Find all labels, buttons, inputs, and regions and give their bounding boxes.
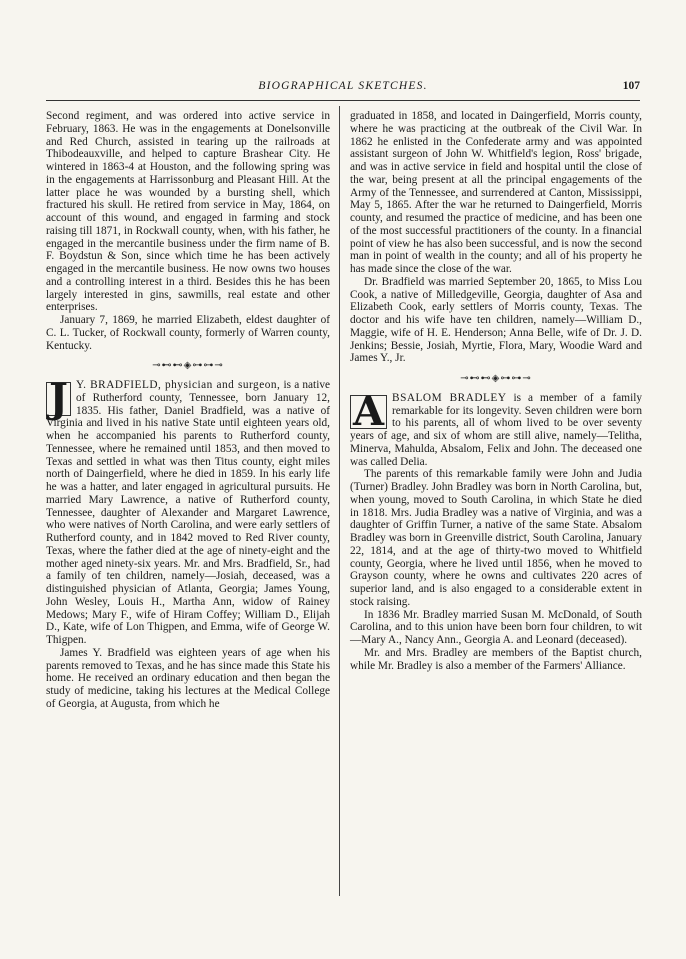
paragraph-body: is a member of a family remarkable for its longevity. Seven children were born to his parents, all of whom lived to be over seventy years of age, and six of whom are still alive, namely—Telitha, Minerva, Mahulda, Absalom, Felix and John. The deceased one was called Delia. [350,391,643,468]
drop-cap: A [350,395,387,429]
paragraph [350,387,643,469]
right-column [350,110,642,672]
lead-text: Y. BRADFIELD, physician and surgeon, [75,379,281,391]
left-column [46,110,330,711]
paragraph: In 1836 Mr. Bradley married Susan M. McDonald, of South Carolina, and to this union have been born four children, to wit—Mary A., Nancy Ann., Georgia A. and Leonard (deceased). [350,608,642,646]
paragraph: Dr. Bradfield was married September 20, 1865, to Miss Lou Cook, a native of Milledgeville, Georgia, daughter of Asa and Elizabeth Cook, early settlers of Morris county, Texas. The doctor and his wife have ten children, namely—William D., Maggie, wife of H. E. Henderson; Anna Belle, wife of Dr. J. D. Jenkins; Bessie, Josiah, Myrtie, Flora, Mary, Woodie Ward and James Y., Jr. [350,275,642,365]
paragraph-body: is a native of Rutherford county, Tennessee, born January 12, 1835. His father, Daniel Bradfield, was a native of Virginia and lived in his native State until eighteen years old, when he accompanied his parents to Rutherford county, Tennessee, where he remained until 1853, and then moved to Texas and settled in what was then Titus county, eight miles north of Daingerfield, where he died in 1859. In his early life he was a hatter, and later engaged in agricultural pursuits. He married Mary Lawrence, a native of Rutherford county, Tennessee, daughter of Alexander and Margaret Lawrence, who were natives of North Carolina, and were early settlers of Rutherford county, and in 1842 moved to Red River county, Texas, where the father died at the age of ninety-eight and the mother aged ninety-six years. Mr. and Mrs. Bradfield, Sr., had a family of ten children, namely—Josiah, deceased, was a distinguished physician of Atlanta, Georgia; James Young, John Wesley, Louis H., Martha Ann, widow of Rainey Medows; Mary F., wife of Hiram Coffey; William D., Elijah D., Kate, wife of Lon Thigpen, and Emma, wife of George W. Thigpen. [46,379,330,646]
section-ornament: ⊸⊷⊷◈⊶⊶⊸ [152,360,224,372]
running-title: BIOGRAPHICAL SKETCHES. [258,80,428,92]
page-number: 107 [622,80,640,92]
header-rule [46,100,640,101]
page-header [46,80,640,98]
paragraph: James Y. Bradfield was eighteen years of age when his parents removed to Texas, and he has since made this State his home. He received an ordinary education and then began the study of medicine, taking his lectures at the Medical College of Georgia, at Augusta, from which he [46,646,330,710]
lead-text: BSALOM BRADLEY [392,391,507,404]
paragraph: graduated in 1858, and located in Daingerfield, Morris county, where he was practicing at the outbreak of the Civil War. In 1862 he enlisted in the Confederate army and was appointed assistant surgeon of John W. Whitfield's legion, Ross' brigade, and was in active service in field and hospital until the close of the war, being present at all the principal engagements of the Army of the Tennessee, and surrendered at Canton, Mississippi, May 5, 1865. After the war he returned to Daingerfield, Morris county, and resumed the practice of medicine, and has been one of the most successful practitioners of the county. In a financial point of view he has also been successful, and is now the second man in point of wealth in the county; and all of his property he has made since the close of the war. [350,110,642,275]
section-ornament: ⊸⊷⊷◈⊶⊶⊸ [460,373,532,384]
paragraph: January 7, 1869, he married Elizabeth, eldest daughter of C. L. Tucker, of Rockwall county, formerly of Warren county, Kentucky. [46,314,330,352]
paragraph [46,375,330,647]
paragraph: The parents of this remarkable family were John and Judia (Turner) Bradley. John Bradley was born in North Carolina, but, when young, moved to South Carolina, in which State he died in 1818. Mrs. Judia Bradley was a native of Virginia, and was a daughter of Griffin Turner, a native of the same State. Absalom Bradley was born in Greenville district, South Carolina, January 22, 1814, and at the age of thirty-two moved to Whitfield county, Georgia, where he lived until 1856, when he moved to Grayson county, where he owns and cultivates 220 acres of superior land, and is also engaged to a considerable extent in stock raising. [350,468,642,608]
column-divider [339,106,340,896]
paragraph: Second regiment, and was ordered into active service in February, 1863. He was in the engagements at Donelsonville and Red Church, assisted in tearing up the railroads at Thibodeauxville, and helped to capture Brashear City. He wintered in 1863-4 at Houston, and the following spring was in the engagements at Harrissonburg and Pleasant Hill. At the latter place he was wounded by a bursting shell, which fractured his skull. He retired from service in May, 1864, on account of this wound, and engaged in farming and stock raising till 1871, in Rockwall county, when, with his father, he engaged in the mercantile business under the firm name of B. F. Boydstun & Son, since which time he has been actively engaged in the mercantile business. He now owns two houses and a controlling interest in a third. Besides this he has been largely interested in gins, sawmills, real estate and other enterprises. [46,110,330,314]
paragraph: Mr. and Mrs. Bradley are members of the Baptist church, while Mr. Bradley is also a member of the Farmers' Alliance. [350,646,642,672]
drop-cap: J [46,382,71,416]
